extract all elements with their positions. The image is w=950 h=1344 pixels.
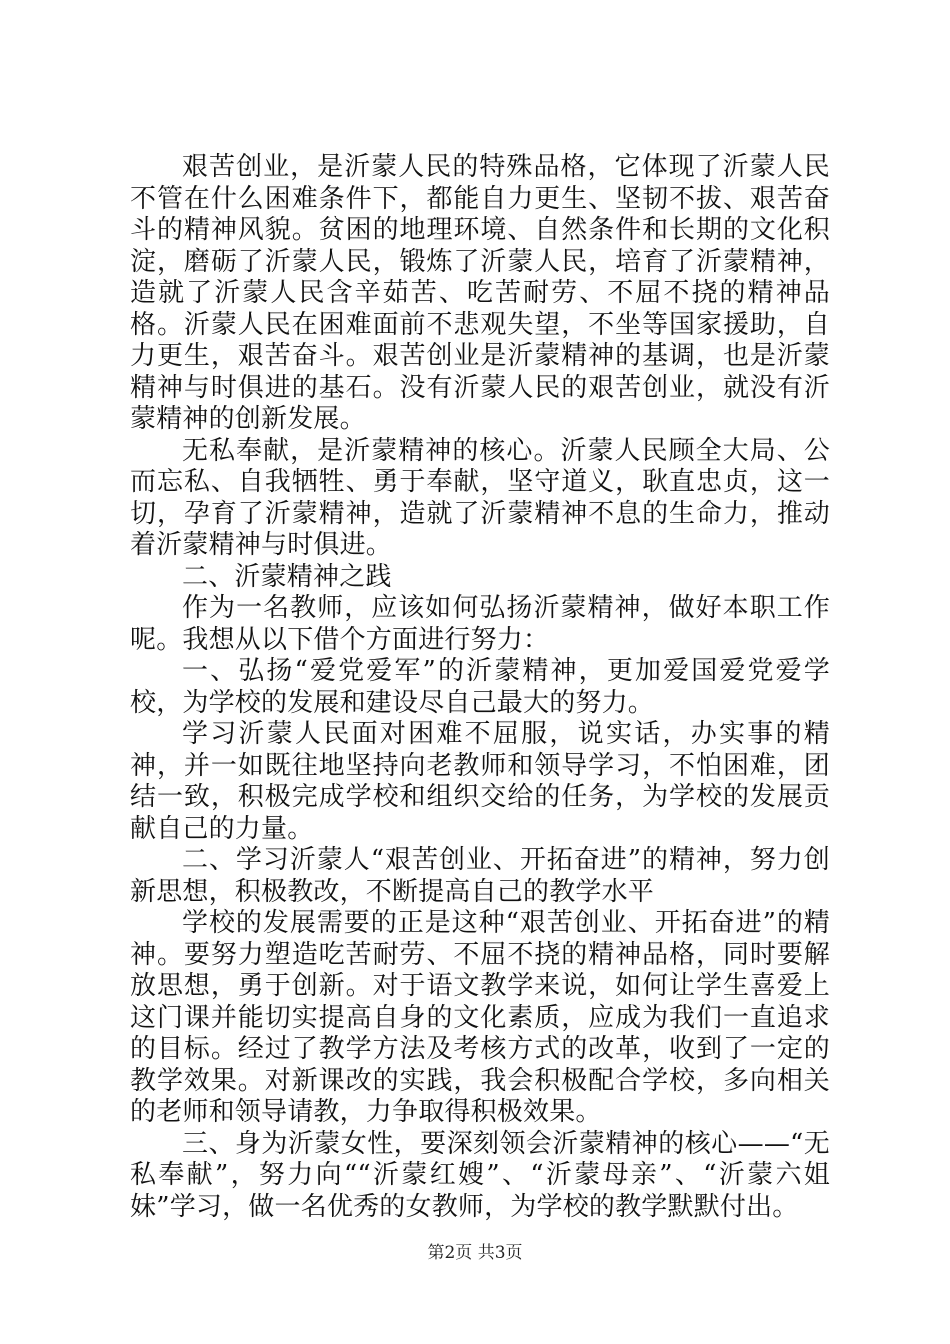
paragraph-hardship-entrepreneurship: 艰苦创业，是沂蒙人民的特殊品格，它体现了沂蒙人民不管在什么困难条件下，都能自力更生、坚韧不拔、艰苦奋斗的精神风貌。贫困的地理环境、自然条件和长期的文化积淀，磨砺了沂蒙人民，锻炼了沂蒙人民，培育了沂蒙精神，造就了沂蒙人民含辛茹苦、吃苦耐劳、不屈不挠的精神品格。沂蒙人民在困难面前不悲观失望，不坐等国家援助，自力更生，艰苦奋斗。艰苦创业是沂蒙精神的基调，也是沂蒙精神与时俱进的基石。没有沂蒙人民的艰苦创业，就没有沂蒙精神的创新发展。 [130,152,830,434]
point-three-paragraph: 三、身为沂蒙女性，要深刻领会沂蒙精神的核心——“无私奉献”，努力向““沂蒙红嫂”、“沂蒙母亲”、“沂蒙六姐妹”学习，做一名优秀的女教师，为学校的教学默默付出。 [130,1128,830,1222]
document-body [130,152,830,1223]
point-one-heading: 一、弘扬“爱党爱军”的沂蒙精神，更加爱国爱党爱学校，为学校的发展和建设尽自己最大的努力。 [130,656,830,718]
paragraph-point-two-detail: 学校的发展需要的正是这种“艰苦创业、开拓奋进”的精神。要努力塑造吃苦耐劳、不屈不挠的精神品格，同时要解放思想，勇于创新。对于语文教学来说，如何让学生喜爱上这门课并能切实提高自身的文化素质，应成为我们一直追求的目标。经过了教学方法及考核方式的改革，收到了一定的教学效果。对新课改的实践，我会积极配合学校，多向相关的老师和领导请教，力争取得积极效果。 [130,908,830,1127]
section-heading-practice: 二、沂蒙精神之践 [182,561,392,592]
point-two-heading: 二、学习沂蒙人“艰苦创业、开拓奋进”的精神，努力创新思想，积极教改，不断提高自己的教学水平 [130,845,830,907]
page-number-footer: 第2页 共3页 [427,1243,523,1263]
paragraph-teacher-intro: 作为一名教师，应该如何弘扬沂蒙精神，做好本职工作呢。我想从以下借个方面进行努力： [130,593,830,655]
paragraph-selfless-dedication: 无私奉献，是沂蒙精神的核心。沂蒙人民顾全大局、公而忘私、自我牺牲、勇于奉献，坚守道义，耿直忠贞，这一切，孕育了沂蒙精神，造就了沂蒙精神不息的生命力，推动着沂蒙精神与时俱进。 [130,435,830,560]
paragraph-point-one-detail: 学习沂蒙人民面对困难不屈服，说实话，办实事的精神，并一如既往地坚持向老教师和领导学习，不怕困难，团结一致，积极完成学校和组织交给的任务，为学校的发展贡献自己的力量。 [130,719,830,844]
